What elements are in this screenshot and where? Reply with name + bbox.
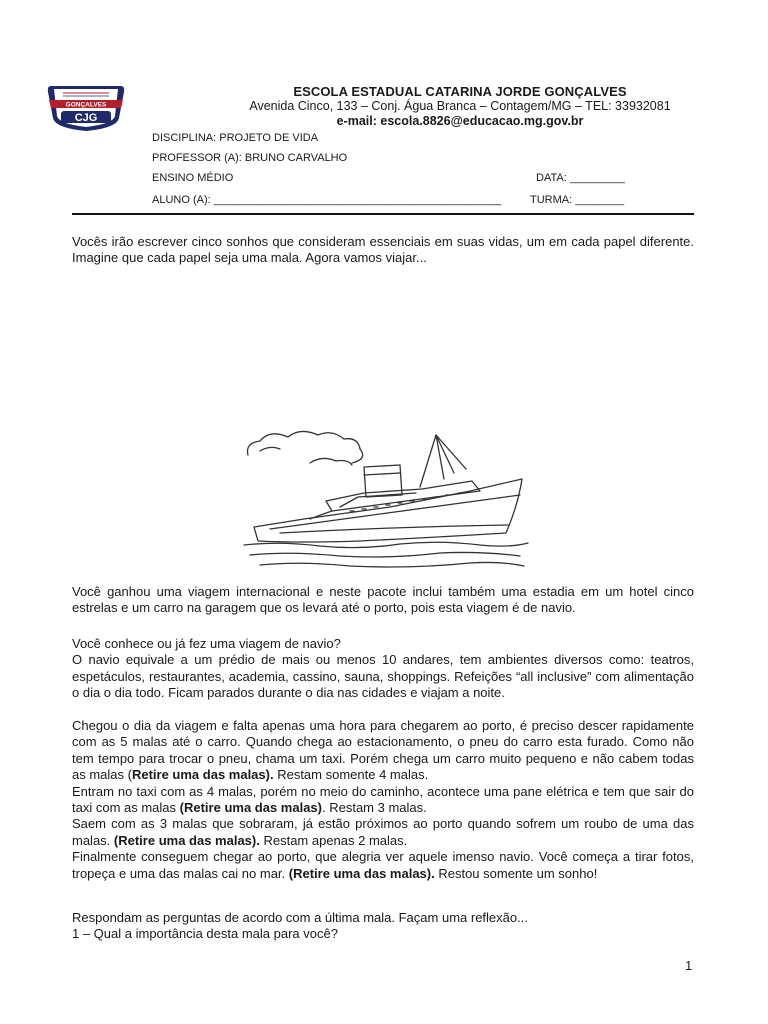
questions-intro: Respondam as perguntas de acordo com a última mala. Façam uma reflexão...	[72, 910, 528, 925]
class-field: TURMA: ________	[530, 194, 625, 206]
trip-paragraph: Você ganhou uma viagem internacional e neste pacote inclui também uma estadia em um hotel cinco estrelas e um carro na garagem que os levará até o porto, pois esta viagem é de navio.	[72, 584, 694, 616]
ship-description: O navio equivale a um prédio de mais ou menos 10 andares, tem ambientes diversos como: teatros, espetáculos, restaurantes, academia, cassino, sauna, shoppings. Refeições “all inclusive” com alimentação o dia o dia todo. Ficam parados durante o dia nas cidades e viajam a noite.	[72, 652, 694, 701]
story-part-2	[72, 784, 694, 817]
ship-question: Você conhece ou já fez uma viagem de navio?	[72, 636, 341, 651]
story-text-2: Entram no taxi com as 4 malas, porém no meio do caminho, acontece uma pane elétrica e tem que sair do taxi com as malas	[72, 783, 694, 816]
story-part-1	[72, 718, 694, 784]
student-field: ALUNO (A): _______________________________________________	[152, 194, 502, 206]
instruction-remove-4: (Retire uma das malas).	[288, 865, 435, 881]
story-text-1: Chegou o dia da viagem e falta apenas uma hora para chegarem ao porto, é preciso descer rapidamente com as 5 malas até o carro. Quando chega ao estacionamento, o pneu do carro esta furado. Como não tem tempo para trocar o pneu, chama um taxi. Porém chega um carro muito pequeno e não cabem todas as malas (	[72, 718, 694, 783]
teacher-label: PROFESSOR (A): BRUNO CARVALHO	[152, 152, 348, 164]
instruction-remove-3: (Retire uma das malas).	[113, 832, 260, 848]
story-end-2: . Restam 3 malas.	[322, 800, 427, 816]
level-label: ENSINO MÉDIO	[152, 172, 234, 184]
question-1: 1 – Qual a importância desta mala para você?	[72, 926, 338, 942]
school-logo	[45, 84, 127, 132]
story-text-3: Saem com as 3 malas que sobraram, já estão próximos ao porto quando sofrem um roubo de uma das malas.	[72, 816, 694, 848]
questions-section	[72, 910, 694, 943]
story-part-4	[72, 849, 694, 882]
date-field: DATA: _________	[536, 172, 625, 184]
header-divider	[72, 213, 694, 215]
instruction-remove-2: (Retire uma das malas)	[179, 800, 322, 816]
page-number: 1	[685, 958, 693, 973]
school-address: Avenida Cinco, 133 – Conj. Água Branca – Contagem/MG – TEL: 33932081	[249, 99, 671, 113]
instruction-remove-1: Retire uma das malas).	[131, 767, 274, 783]
story-end-1: Restam somente 4 malas.	[273, 767, 429, 783]
story-part-3	[72, 816, 694, 849]
school-name: ESCOLA ESTADUAL CATARINA JORDE GONÇALVES	[293, 84, 627, 99]
story-end-4: Restou somente um sonho!	[434, 865, 598, 881]
ship-illustration	[240, 415, 530, 575]
school-email: e-mail: escola.8826@educacao.mg.gov.br	[336, 114, 584, 128]
discipline-label: DISCIPLINA: PROJETO DE VIDA	[152, 132, 319, 144]
logo-banner-text: GONÇALVES	[65, 101, 107, 109]
story-text-4: Finalmente conseguem chegar ao porto, que alegria ver aquele imenso navio. Você começa a tirar fotos, tropeça e uma das malas cai no mar.	[72, 849, 694, 881]
logo-initials: CJG	[74, 112, 98, 124]
story-end-3: Restam apenas 2 malas.	[259, 832, 408, 848]
story-paragraph	[72, 718, 694, 882]
ship-paragraph	[72, 636, 694, 702]
intro-paragraph: Vocês irão escrever cinco sonhos que consideram essenciais em suas vidas, um em cada papel diferente. Imagine que cada papel seja uma mala. Agora vamos viajar...	[72, 234, 694, 266]
